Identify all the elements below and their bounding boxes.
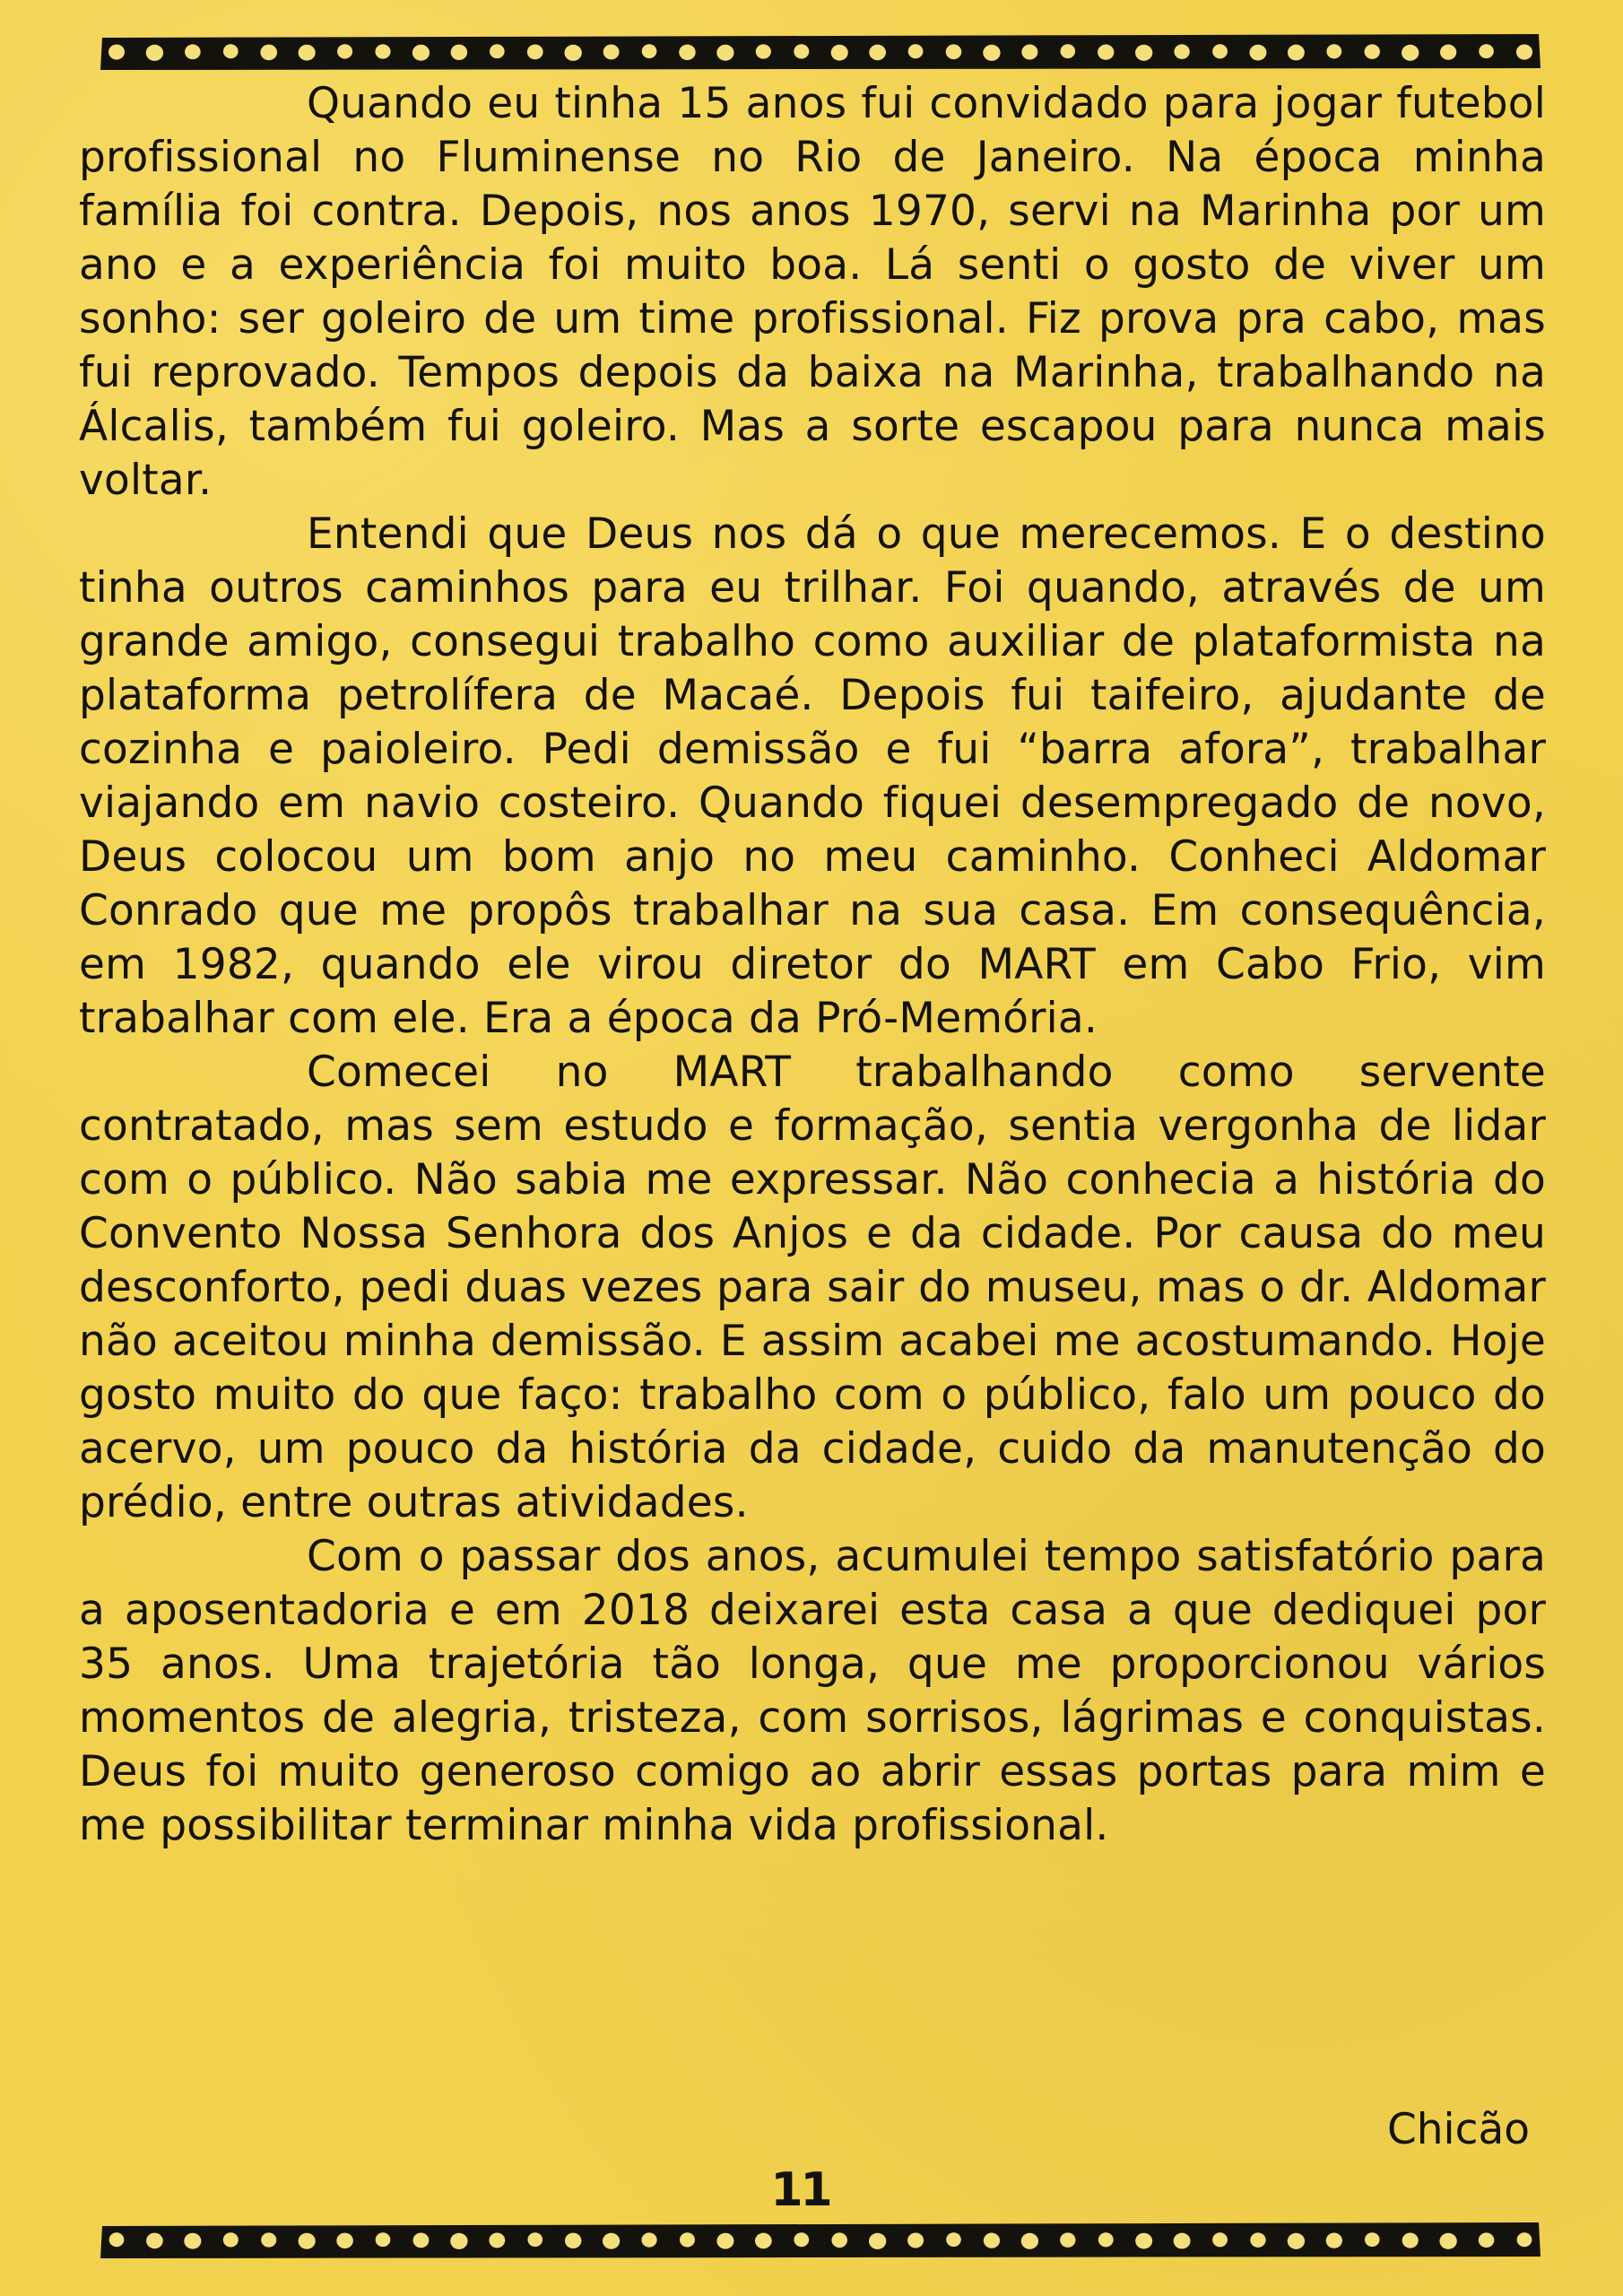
border-dot [1174, 2233, 1191, 2249]
border-dot [603, 44, 620, 59]
border-dot [907, 2233, 924, 2248]
border-strip-graphic [99, 32, 1542, 72]
border-dot [413, 2232, 430, 2248]
border-dot [1288, 2233, 1305, 2249]
border-dot [489, 2232, 505, 2248]
border-dot [1479, 2232, 1495, 2248]
border-dot [603, 2233, 620, 2249]
border-band [100, 34, 1541, 70]
border-dot [1402, 45, 1419, 61]
border-dot [680, 2232, 695, 2247]
border-dot [565, 2233, 582, 2248]
border-dot [146, 2233, 163, 2249]
border-dot [946, 44, 962, 59]
border-dot [108, 45, 125, 60]
border-dot [716, 2233, 733, 2249]
border-dot [1061, 44, 1076, 58]
border-dot [755, 2233, 772, 2249]
border-dot [641, 2232, 656, 2247]
border-dot [223, 2232, 239, 2247]
border-dot [1098, 45, 1114, 60]
border-dot [756, 44, 771, 58]
border-dot [1135, 45, 1152, 61]
border-dot [490, 44, 505, 58]
border-dot [1365, 44, 1380, 59]
border-dot [1212, 44, 1228, 58]
border-dot [527, 2232, 542, 2247]
border-dot [1135, 2233, 1152, 2249]
border-dot [716, 45, 733, 61]
border-dot [983, 45, 1000, 61]
paragraph-1: Quando eu tinha 15 anos fui convidado para jogar futebol profissional no Fluminense no Rio de Janeiro. Na época minha família foi contra. Depois, nos anos 1970, servi na Marinha por um ano e a experiência foi muito boa. Lá senti o gosto de viver um sonho: ser goleiro de um time profissional. Fiz prova pra cabo, mas fui reprovado. Tempos depois da baixa na Marinha, trabalhando na Álcalis, também fui goleiro. Mas a sorte escapou para nunca mais voltar. [79, 79, 1546, 505]
border-dot [831, 2232, 847, 2248]
border-dot [375, 44, 390, 58]
border-dot [299, 45, 316, 61]
border-dot [1021, 2233, 1038, 2249]
border-dot [1479, 44, 1494, 58]
border-dot [337, 44, 352, 58]
border-dot [450, 2233, 467, 2249]
border-dot [1060, 2232, 1075, 2247]
border-dot [146, 45, 163, 61]
decorative-border-bottom [99, 2221, 1542, 2260]
border-dot [869, 2233, 886, 2249]
border-dot [261, 2232, 276, 2247]
border-dot [1212, 2232, 1228, 2247]
border-dot [223, 44, 239, 58]
border-dot [1326, 44, 1341, 58]
border-dot [184, 2233, 201, 2249]
border-dot [794, 2232, 809, 2247]
paragraph-4: Com o passar dos anos, acumulei tempo satisfatório para a aposentadoria e em 2018 deixarei esta casa a que dediquei por 35 anos. Uma trajetória tão longa, que me proporcionou vários momentos de alegria, tristeza, com sorrisos, lágrimas e conquistas. Deus foi muito generoso comigo ao abrir essas portas para mim e me possibilitar terminar minha vida profissional. [79, 1532, 1546, 1850]
border-dot [908, 44, 924, 58]
border-dot [412, 45, 430, 61]
paragraph-3: Comecei no MART trabalhando como servente contratado, mas sem estudo e formação, sentia vergonha de lidar com o público. Não sabia me expressar. Não conhecia a história do Convento Nossa Senhora dos Anjos e da cidade. Por causa do meu desconforto, pedi duas vezes para sair do museu, mas o dr. Aldomar não aceitou minha demissão. E assim acabei me acostumando. Hoje gosto muito do que faço: trabalho com o público, falo um pouco do acervo, um pouco da história da cidade, cuido da manutenção do prédio, entre outras atividades. [79, 1048, 1546, 1527]
border-dot [1402, 2233, 1419, 2248]
author-signature: Chicão [1386, 2105, 1530, 2154]
border-dot [1516, 45, 1532, 60]
border-dot [1250, 2232, 1265, 2248]
border-dot [185, 44, 201, 59]
border-dot [527, 44, 543, 59]
border-dot [946, 2232, 961, 2247]
border-dot [794, 44, 809, 58]
border-dot [1098, 2232, 1114, 2247]
border-dot [1326, 2233, 1342, 2248]
border-dot [1250, 45, 1267, 61]
border-dot [1288, 45, 1305, 61]
paragraph-2: Entendi que Deus nos dá o que merecemos. E o destino tinha outros caminhos para eu trilhar. Foi quando, através de um grande amigo, consegui trabalho como auxiliar de plataformista na plataforma petrolífera de Macaé. Depois fui taifeiro, ajudante de cozinha e paioleiro. Pedi demissão e fui “barra afora”, trabalhar viajando em navio costeiro. Quando fiquei desempregado de novo, Deus colocou um bom anjo no meu caminho. Conheci Aldomar Conrado que me propôs trabalhar na sua casa. Em consequência, em 1982, quando ele virou diretor do MART em Cabo Frio, vim trabalhar com ele. Era a época da Pró-Memória. [79, 509, 1546, 1043]
border-dot [1365, 2232, 1380, 2247]
border-dot [451, 45, 468, 60]
border-dot [376, 2232, 391, 2247]
border-dot [1174, 44, 1189, 58]
border-dot [260, 45, 277, 61]
border-dot [831, 45, 848, 61]
border-strip-graphic [99, 2221, 1542, 2260]
border-dot [1439, 2233, 1456, 2249]
border-dot [679, 45, 696, 60]
border-dot [564, 45, 581, 61]
border-dot [1440, 45, 1456, 60]
border-dot [869, 45, 886, 61]
border-dot [109, 2232, 125, 2247]
decorative-border-top [99, 32, 1542, 72]
border-dot [336, 2233, 353, 2248]
page-number: 11 [770, 2163, 830, 2217]
border-dot [642, 44, 657, 58]
border-band [100, 2222, 1541, 2258]
border-dot [984, 2233, 1000, 2248]
border-dot [1021, 45, 1037, 60]
border-dot [299, 2233, 316, 2249]
article-body [79, 77, 1546, 1853]
border-dot [1517, 2232, 1532, 2247]
